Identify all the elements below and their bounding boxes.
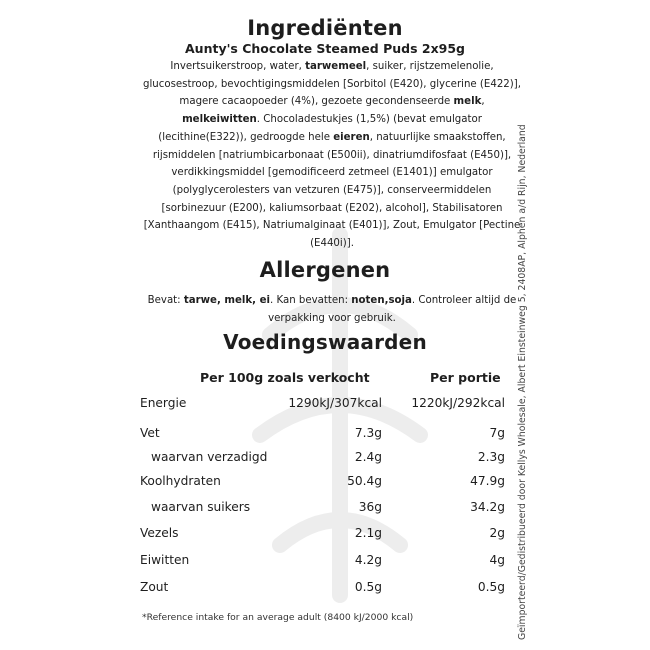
value-per-portion: 2.3g [477,450,505,464]
value-per-100g: 0.5g [354,580,382,594]
value-per-portion: 34.2g [470,500,505,514]
nutrient-name: waarvan verzadigd [151,450,268,464]
allergen-highlight: melkeiwitten [182,114,257,126]
nutrient-name: Eiwitten [140,553,190,567]
value-per-100g: 50.4g [347,474,382,488]
text-segment: Invertsuikerstroop, water, [170,61,306,72]
nutrition-row [0,426,650,446]
nutrition-row [0,553,650,573]
nutrient-name: Vezels [140,526,179,540]
nutrition-row [0,450,650,470]
importer-address: Geïmporteerd/Gedistribueerd door Kellys Wholesale, Albert Einsteinweg 5, 2408AP, Alphen a/d Rijn, Nederland [517,124,528,640]
value-per-100g: 2.1g [354,526,382,540]
nutrition-row [0,580,650,600]
per-100g-header: Per 100g zoals verkocht [200,370,370,385]
nutrition-row [0,526,650,546]
value-per-100g: 2.4g [354,450,382,464]
nutrition-row [0,500,650,520]
text-segment: Bevat: [147,295,184,306]
nutrient-name: Vet [140,426,160,440]
value-per-portion: 1220kJ/292kcal [411,396,505,410]
text-segment: . Chocoladestukjes (1,5%) (bevat emulgator (lecithine(E322)), gedroogde hele [158,114,482,143]
allergen-highlight: noten,soja [351,295,412,306]
text-segment: , [481,96,485,108]
allergen-highlight: tarwemeel [305,61,367,72]
text-segment: . Kan bevatten: [269,295,352,306]
product-name: Aunty's Chocolate Steamed Puds 2x95g [185,41,465,56]
allergen-highlight: eieren [333,131,370,143]
value-per-100g: 7.3g [354,426,382,440]
ingredients-title: Ingrediënten [247,16,403,40]
value-per-100g: 36g [358,500,382,514]
nutrition-title: Voedingswaarden [223,330,427,354]
allergen-highlight: melk [453,96,482,108]
value-per-portion: 0.5g [477,580,505,594]
text-segment: , suiker, rijstzemelenolie, glucosestroop, bevochtigingsmiddelen [Sorbitol (E420), glycerine (E422)], magere cacaopoeder (4%), gezoete gecondenseerde [143,61,521,108]
value-per-portion: 7g [489,426,505,440]
value-per-100g: 1290kJ/307kcal [288,396,382,410]
allergens-title: Allergenen [259,258,391,282]
nutrient-name: Energie [140,396,187,410]
per-portion-header: Per portie [430,370,501,385]
nutrition-row [0,474,650,494]
allergen-highlight: tarwe, melk, ei [183,295,270,306]
nutrient-name: waarvan suikers [151,500,251,514]
nutrition-row [0,396,650,416]
nutrient-name: Zout [140,580,169,594]
value-per-portion: 4g [489,553,505,567]
nutrient-name: Koolhydraten [140,474,221,488]
value-per-portion: 2g [489,526,505,540]
ingredients-text [142,58,522,253]
allergens-text [142,292,522,327]
text-segment: , natuurlijke smaakstoffen, rijsmiddelen [natriumbicarbonaat (E500ii), dinatriumdifosfaat (E450)], verdikkingsmiddel [gemodificeerd zetmeel (E1401)] emulgator (polyglycerolesters van vetzuren (E475)], conserveermiddelen [sorbinezuur (E200), kaliumsorbaat (E202), alcohol], Stabilisatoren [Xanthaangom (E415), Natriumalginaat (E401)], Zout, Emulgator [Pectine (E440i)]. [143,131,521,250]
reference-intake-footnote: *Reference intake for an average adult (8400 kJ/2000 kcal) [142,612,414,623]
value-per-portion: 47.9g [470,474,505,488]
text-segment: . Controleer altijd de verpakking voor gebruik. [268,295,517,324]
value-per-100g: 4.2g [354,553,382,567]
